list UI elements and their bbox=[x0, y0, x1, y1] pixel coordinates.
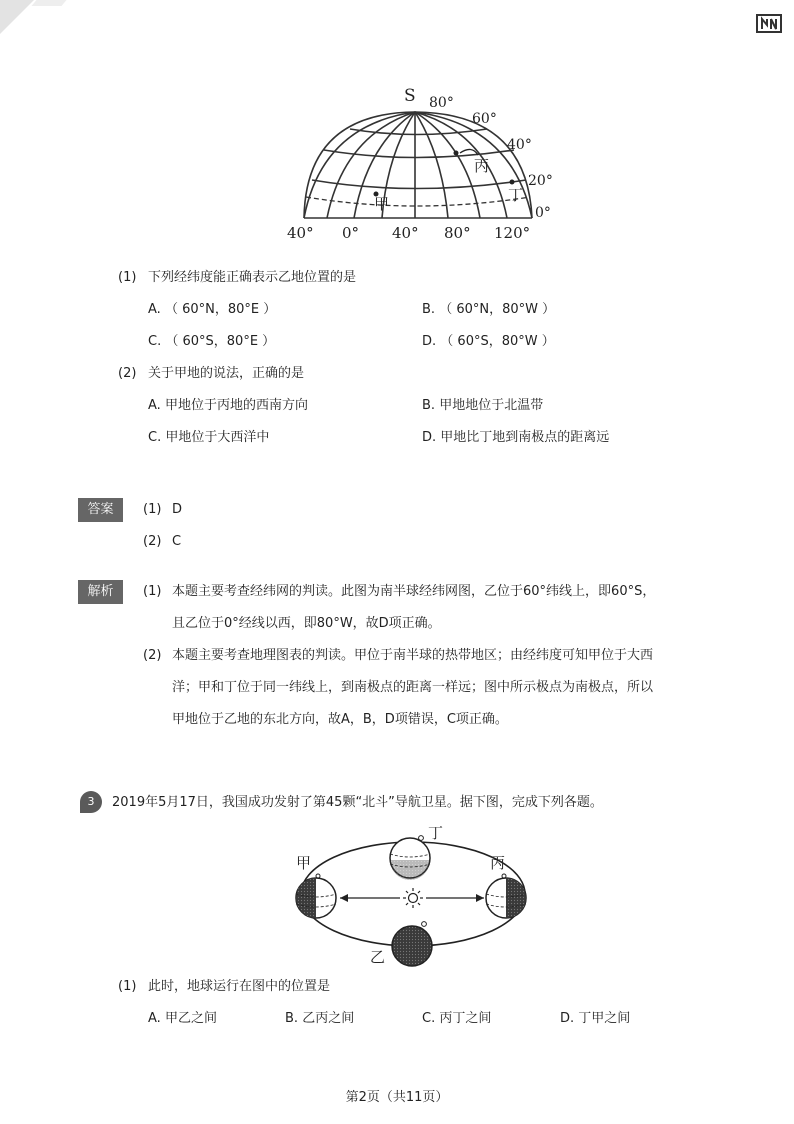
lon-label-80e: 80° bbox=[444, 224, 471, 242]
option-letter: C. bbox=[148, 334, 162, 349]
lon-label-0: 0° bbox=[342, 224, 360, 242]
option-text: 甲地位于大西洋中 bbox=[165, 430, 270, 445]
book-logo-icon bbox=[756, 12, 782, 34]
answer-tag: 答案 bbox=[78, 498, 123, 522]
option-text: （ 60°S，80°W ） bbox=[440, 334, 555, 349]
option-text: 甲乙之间 bbox=[164, 1011, 217, 1026]
lat-label-80: 80° bbox=[429, 95, 454, 111]
option-letter: B. bbox=[285, 1011, 299, 1026]
option-text: 甲地位于丙地的西南方向 bbox=[164, 398, 308, 413]
orbit-figure bbox=[288, 818, 538, 970]
sub2-number: (2) bbox=[118, 366, 137, 381]
q3-option-a[interactable] bbox=[148, 1009, 217, 1029]
analysis-1-line-1: 本题主要考查经纬网的判读。此图为南半球经纬网图，乙位于60°纬线上，即60°S， bbox=[172, 584, 656, 599]
option-text: 甲地地位于北温带 bbox=[439, 398, 544, 413]
point-label-ding: 丁 bbox=[508, 186, 524, 204]
orbit-label-jia: 甲 bbox=[296, 854, 312, 872]
option-letter: C. bbox=[422, 1011, 436, 1026]
option-letter: C. bbox=[148, 430, 162, 445]
lat-label-60: 60° bbox=[472, 111, 497, 127]
sun-icon bbox=[403, 888, 423, 908]
sub2-option-d[interactable] bbox=[422, 428, 609, 448]
analysis-2-number: (2) bbox=[143, 648, 162, 663]
option-letter: A. bbox=[148, 1011, 161, 1026]
sub2-stem: 关于甲地的说法，正确的是 bbox=[148, 366, 305, 381]
analysis-2-line-3: 甲地位于乙地的东北方向，故A，B，D项错误，C项正确。 bbox=[172, 712, 508, 727]
q3-stem: 2019年5月17日，我国成功发射了第45颗“北斗”导航卫星。据下图，完成下列各题。 bbox=[112, 795, 603, 810]
analysis-2-line-1: 本题主要考查地理图表的判读。甲位于南半球的热带地区；由经纬度可知甲位于大西 bbox=[172, 648, 654, 663]
earth-ding-icon bbox=[390, 838, 430, 880]
option-letter: D. bbox=[422, 430, 437, 445]
earth-jia-icon bbox=[296, 878, 336, 918]
option-letter: B. bbox=[422, 398, 436, 413]
option-letter: D. bbox=[560, 1011, 575, 1026]
lat-label-20: 20° bbox=[528, 173, 553, 189]
analysis-1-line-2: 且乙位于0°经线以西，即80°W，故D项正确。 bbox=[172, 616, 441, 631]
sub1-option-c[interactable] bbox=[148, 332, 275, 352]
q3-sub1-number: (1) bbox=[118, 979, 137, 994]
sub1-option-a[interactable] bbox=[148, 300, 276, 320]
option-text: （ 60°N，80°E ） bbox=[164, 302, 277, 317]
option-text: （ 60°N，80°W ） bbox=[439, 302, 556, 317]
sub1-option-d[interactable] bbox=[422, 332, 555, 352]
page-corner-decoration bbox=[0, 0, 34, 34]
option-text: 丁甲之间 bbox=[578, 1011, 631, 1026]
q3-option-c[interactable] bbox=[422, 1009, 491, 1029]
lat-label-0: 0° bbox=[535, 205, 551, 221]
answer-1-text: D bbox=[172, 502, 183, 517]
question-number-badge: 3 bbox=[80, 791, 102, 813]
point-label-jia: 甲 bbox=[374, 195, 390, 213]
pole-label: S bbox=[404, 86, 416, 106]
lat-label-40: 40° bbox=[507, 137, 532, 153]
analysis-2-line-2: 洋；甲和丁位于同一纬线上，到南极点的距离一样远；图中所示极点为南极点，所以 bbox=[172, 680, 654, 695]
q3-option-d[interactable] bbox=[560, 1009, 630, 1029]
orbit-label-bing: 丙 bbox=[490, 854, 506, 872]
option-text: 乙丙之间 bbox=[302, 1011, 355, 1026]
analysis-tag: 解析 bbox=[78, 580, 123, 604]
answer-2-number: (2) bbox=[143, 534, 162, 549]
q3-sub1-stem: 此时，地球运行在图中的位置是 bbox=[148, 979, 331, 994]
option-letter: B. bbox=[422, 302, 436, 317]
q3-option-b[interactable] bbox=[285, 1009, 354, 1029]
point-label-bing: 丙 bbox=[474, 157, 490, 175]
orbit-label-yi: 乙 bbox=[370, 948, 386, 966]
lon-label-40w: 40° bbox=[287, 224, 314, 242]
option-text: （ 60°S，80°E ） bbox=[165, 334, 276, 349]
sub2-option-c[interactable] bbox=[148, 428, 269, 448]
sub2-option-a[interactable] bbox=[148, 396, 308, 416]
sub2-option-b[interactable] bbox=[422, 396, 543, 416]
lon-label-120e: 120° bbox=[494, 224, 531, 242]
earth-yi-icon bbox=[392, 926, 432, 966]
page-corner-decoration-strip bbox=[31, 0, 66, 6]
orbit-label-ding: 丁 bbox=[428, 824, 444, 842]
option-letter: D. bbox=[422, 334, 437, 349]
sub1-option-b[interactable] bbox=[422, 300, 555, 320]
graticule-figure bbox=[282, 85, 572, 245]
option-text: 甲地比丁地到南极点的距离远 bbox=[440, 430, 610, 445]
sub1-stem: 下列经纬度能正确表示乙地位置的是 bbox=[148, 270, 357, 285]
lon-label-40e: 40° bbox=[392, 224, 419, 242]
answer-1-number: (1) bbox=[143, 502, 162, 517]
analysis-1-number: (1) bbox=[143, 584, 162, 599]
option-letter: A. bbox=[148, 398, 161, 413]
earth-bing-icon bbox=[486, 878, 526, 918]
option-text: 丙丁之间 bbox=[439, 1011, 492, 1026]
option-letter: A. bbox=[148, 302, 161, 317]
page-footer: 第2页（共11页） bbox=[345, 1090, 449, 1105]
sub1-number: (1) bbox=[118, 270, 137, 285]
answer-2-text: C bbox=[172, 534, 182, 549]
